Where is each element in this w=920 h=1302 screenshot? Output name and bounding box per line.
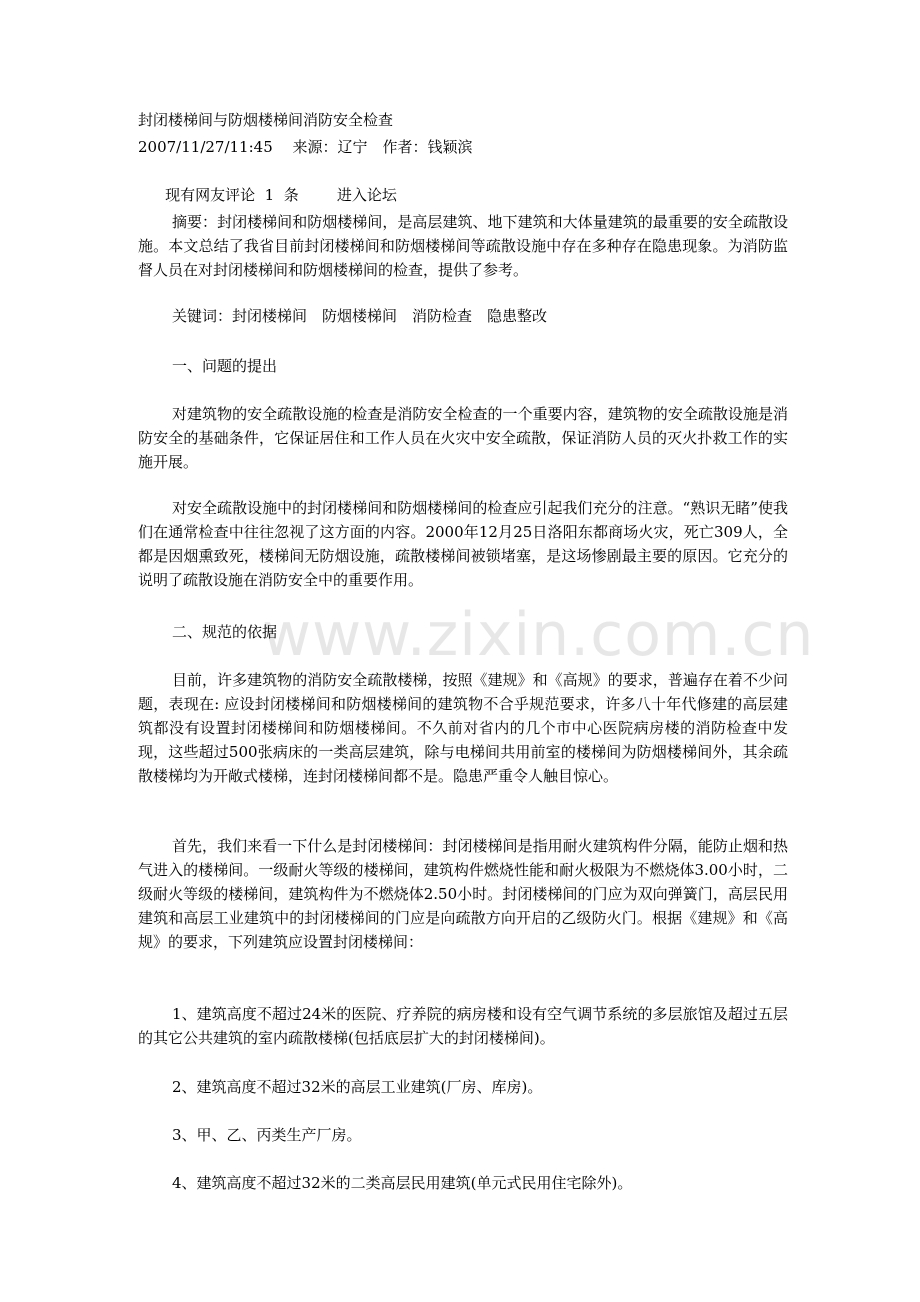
list-item: 3、甲、乙、丙类生产厂房。: [172, 1126, 362, 1144]
comments-line: [146, 159, 397, 204]
comments-unit: 条: [283, 186, 299, 204]
comments-label: 现有网友评论: [165, 186, 256, 204]
watermark: www.zixin.com.cn: [262, 600, 815, 670]
forum-link[interactable]: 进入论坛: [336, 186, 397, 204]
section-heading-2: 二、规范的依据: [172, 623, 278, 641]
body-paragraph: 对建筑物的安全疏散设施的检查是消防安全检查的一个重要内容，建筑物的安全疏散设施是消防安全的基础条件，它保证居住和工作人员在火灾中安全疏散，保证消防人员的灭火扑救工作的实施开展。: [138, 405, 788, 471]
list-item: 1、建筑高度不超过24米的医院、疗养院的病房楼和设有空气调节系统的多层旅馆及超过五层的其它公共建筑的室内疏散楼梯(包括底层扩大的封闭楼梯间)。: [138, 1005, 788, 1047]
section-heading-1: 一、问题的提出: [172, 357, 278, 375]
list-item: 2、建筑高度不超过32米的高层工业建筑(厂房、库房)。: [172, 1078, 543, 1096]
body-paragraph: 对安全疏散设施中的封闭楼梯间和防烟楼梯间的检查应引起我们充分的注意。“熟识无睹”使我们在通常检查中往往忽视了这方面的内容。2000年12月25日洛阳东都商场火灾，死亡309人，全都是因烟熏致死，楼梯间无防烟设施，疏散楼梯间被锁堵塞，是这场惨剧最主要的原因。它充分的说明了疏散设施在消防安全中的重要作用。: [138, 499, 788, 589]
body-paragraph: 目前，许多建筑物的消防安全疏散楼梯，按照《建规》和《高规》的要求，普遍存在着不少问题，表现在: 应设封闭楼梯间和防烟楼梯间的建筑物不合乎规范要求，许多八十年代修建的高层建筑都没有设置封闭楼梯间和防烟楼梯间。不久前对省内的几个市中心医院病房楼的消防检查中发现，这些超过500张病床的一类高层建筑，除与电梯间共用前室的楼梯间为防烟楼梯间外，其余疏散楼梯均为开敞式楼梯，连封闭楼梯间都不是。隐患严重令人触目惊心。: [138, 671, 788, 785]
keywords-paragraph: 关键词：封闭楼梯间 防烟楼梯间 消防检查 隐患整改: [172, 307, 548, 325]
comments-count[interactable]: 1: [264, 186, 275, 204]
list-item: 4、建筑高度不超过32米的二类高层民用建筑(单元式民用住宅除外)。: [172, 1174, 633, 1192]
body-paragraph: 首先，我们来看一下什么是封闭楼梯间：封闭楼梯间是指用耐火建筑构件分隔，能防止烟和热气进入的楼梯间。一级耐火等级的楼梯间，建筑构件燃烧性能和耐火极限为不燃烧体3.00小时，二级耐火等级的楼梯间，建筑构件为不燃烧体2.50小时。封闭楼梯间的门应为双向弹簧门，高层民用建筑和高层工业建筑中的封闭楼梯间的门应是向疏散方向开启的乙级防火门。根据《建规》和《高规》的要求，下列建筑应设置封闭楼梯间：: [138, 837, 788, 951]
article-meta: 2007/11/27/11:45 来源：辽宁 作者：钱颖滨: [138, 138, 473, 156]
article-title: 封闭楼梯间与防烟楼梯间消防安全检查: [138, 111, 394, 129]
abstract-paragraph: 摘要：封闭楼梯间和防烟楼梯间，是高层建筑、地下建筑和大体量建筑的最重要的安全疏散设施。本文总结了我省目前封闭楼梯间和防烟楼梯间等疏散设施中存在多种存在隐患现象。为消防监督人员在对封闭楼梯间和防烟楼梯间的检查，提供了参考。: [138, 213, 788, 279]
